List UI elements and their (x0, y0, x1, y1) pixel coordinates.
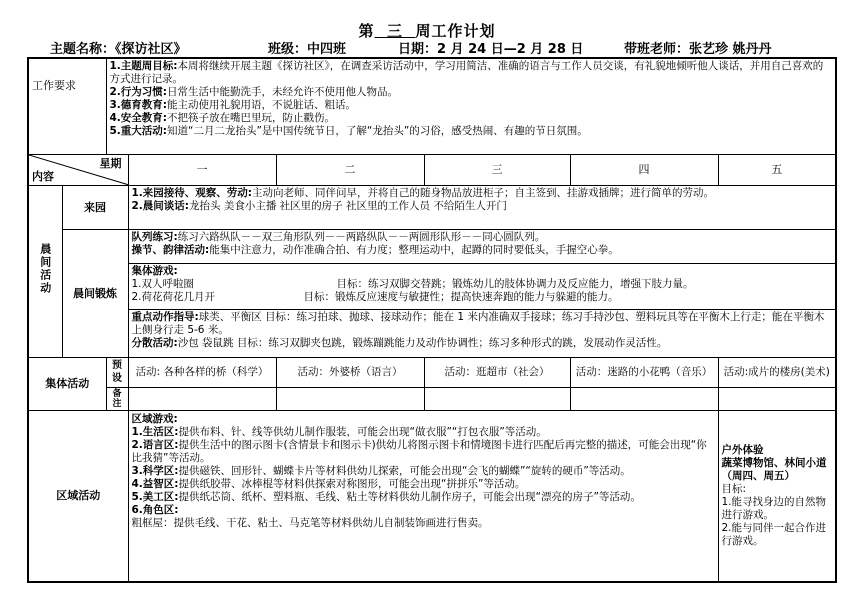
area-label: 区域活动 (28, 410, 128, 582)
day-header: 三 (424, 154, 570, 185)
games-content (128, 263, 836, 309)
area-item: 4.益智区:提供纸胶带、冰棒棍等材料供探索对称图形，可能会出现“拼拼乐”等活动。 (131, 477, 526, 490)
title-suffix: 周工作计划 (415, 22, 496, 40)
week-corner-cell (28, 154, 128, 185)
note-cell (570, 387, 718, 410)
day-header: 二 (276, 154, 424, 185)
drill-item: 队列练习:练习六路纵队－－双三角形队列－－两路纵队－－两圆形队形－－同心圆队列。 (131, 230, 546, 243)
area-item: 2.语言区:提供生活中的图示图卡(含情景卡和图示卡)供幼儿将图示图卡和情境图卡进行匹配后再完整的描述，可能会出现“你比我猜”等活动。 (131, 438, 707, 464)
requirements-label: 工作要求 (28, 58, 106, 154)
theme-name: 主题名称：《探访社区》 (50, 42, 187, 57)
area-item: 5.美工区:提供纸芯筒、纸杯、塑料瓶、毛线、粘土等材料供幼儿制作房子，可能会出现“漂亮的房子”等活动。 (131, 490, 641, 503)
outdoor-goal: 2.能与同伴一起合作进行游戏。 (721, 521, 827, 547)
activity-cell: 活动：逛超市（社会） (424, 357, 570, 387)
note-cell (424, 387, 570, 410)
outdoor-place: 蔬菜博物馆、林间小道（周四、周五） (721, 456, 827, 482)
requirement-item: 3.德育教育:能主动使用礼貌用语，不说脏话、粗话。 (109, 99, 356, 111)
teachers: 带班老师：张艺珍 姚丹丹 (624, 42, 772, 57)
requirements-content (106, 58, 836, 154)
title-prefix: 第 (358, 22, 375, 40)
group-play-item: 分散活动:沙包 袋鼠跳 目标：练习双脚夹包跳，锻炼蹦跳能力及动作协调性；练习多种形式的跳，发展动作灵活性。 (131, 336, 668, 349)
day-header: 五 (718, 154, 836, 185)
exercise-label: 晨间锻炼 (62, 229, 128, 357)
arrival-content (128, 185, 836, 229)
area-item: 3.科学区:提供磁铁、回形针、蝴蝶卡片等材料供幼儿探索，可能会出现“会飞的蝴蝶”“旋转的硬币”等活动。 (131, 464, 631, 477)
outdoor-goal-label: 目标: (721, 482, 747, 495)
day-header: 四 (570, 154, 718, 185)
class-name: 班级：中四班 (268, 42, 347, 57)
game-item: 2.荷花荷花几月开 目标：锻炼反应速度与敏捷性；提高快速奔跑的能力与躲避的能力。 (131, 290, 619, 303)
focus-content (128, 309, 836, 357)
note-cell (718, 387, 836, 410)
requirement-item: 2.行为习惯:日常生活中能勤洗手，未经允许不使用他人物品。 (109, 86, 398, 98)
title-week-value: 三 (386, 22, 403, 40)
activity-cell: 活动: 各种各样的桥（科学） (128, 357, 276, 387)
area-games-title: 区域游戏: (131, 412, 178, 425)
arrival-item: 1.来园接待、观察、劳动:主动向老师、同伴问早，并将自己的随身物品放进柜子；自主签到、挂游戏插牌；进行简单的劳动。 (131, 186, 714, 199)
area-item: 6.角色区: 粗框屋：提供毛线、干花、粘土、马克笔等材料供幼儿自制装饰画进行售卖。 (131, 503, 489, 529)
activity-cell: 活动：外婆桥（语言） (276, 357, 424, 387)
note-cell (276, 387, 424, 410)
arrival-label: 来园 (62, 185, 128, 229)
game-item: 1.双人呼啦圈 目标：练习双脚交替跳；锻炼幼儿的肢体协调力及反应能力，增强下肢力量。 (131, 277, 694, 290)
games-title: 集体游戏: (131, 264, 178, 277)
week-label: 星期 (99, 156, 122, 170)
requirement-item: 4.安全教育:不把筷子放在嘴巴里玩，防止戳伤。 (109, 112, 335, 124)
note-cell (128, 387, 276, 410)
drill-content (128, 229, 836, 263)
outdoor-goal: 1.能寻找身边的自然物进行游戏。 (721, 495, 827, 521)
activity-cell: 活动：迷路的小花鸭（音乐） (570, 357, 718, 387)
area-item: 1.生活区:提供布料、针、线等供幼儿制作服装，可能会出现“做衣服”“打包衣服”等活动。 (131, 425, 547, 438)
drill-item: 操节、韵律活动:能集中注意力，动作准确合拍、有力度；整理运动中，起蹲的同时要低头，手握空心拳。 (131, 243, 619, 256)
morning-label-cell (28, 185, 62, 357)
requirement-item: 5.重大活动:知道“二月二龙抬头”是中国传统节日，了解“龙抬头”的习俗，感受热闹、有趣的节日氛围。 (109, 125, 588, 137)
outdoor-content (718, 410, 836, 582)
plan-table (27, 57, 837, 583)
date-range: 日期：2 月 24 日—2 月 28 日 (398, 42, 584, 57)
focus-item: 重点动作指导:球类、平衡区 目标：练习拍球、抛球、接球动作；能在 1 米内准确双手接球；练习手持沙包、塑料玩具等在平衡木上行走；能在平衡木上侧身行走 5-6 米。 (131, 310, 825, 336)
content-label: 内容 (32, 169, 54, 183)
morning-label: 晨间活动 (38, 243, 52, 295)
arrival-item: 2.晨间谈话:龙抬头 美食小主播 社区里的房子 社区里的工作人员 不给陌生人开门 (131, 199, 507, 212)
area-games-content (128, 410, 718, 582)
requirement-item: 1.主题周目标:本周将继续开展主题《探访社区》，在调查采访活动中，学习用简洁、准确的语言与工作人员交谈，有礼貌地倾听他人谈话，并用自己喜欢的方式进行记录。 (109, 60, 824, 85)
note-label: 备注 (106, 387, 128, 410)
activity-cell: 活动:成片的楼房(美术) (718, 357, 836, 387)
group-activity-label: 集体活动 (28, 357, 106, 410)
day-header: 一 (128, 154, 276, 185)
outdoor-title: 户外体验 (721, 443, 764, 456)
plan-label: 预设 (106, 357, 128, 387)
